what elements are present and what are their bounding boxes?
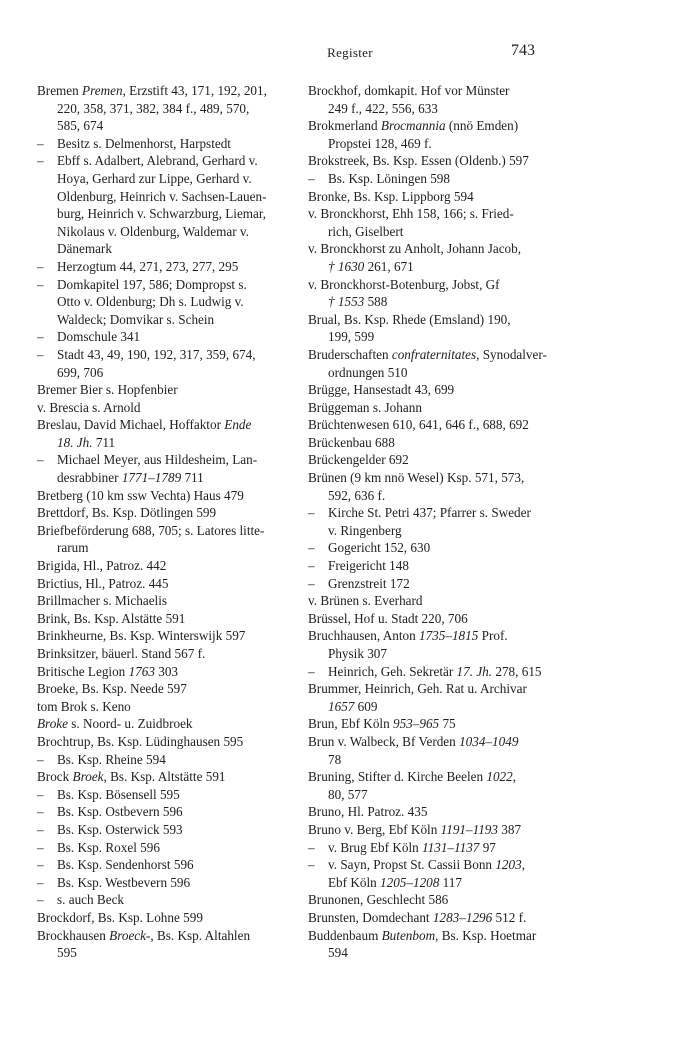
index-entry-line: Brüssel, Hof u. Stadt 220, 706: [308, 610, 468, 626]
index-entry: [37, 909, 287, 927]
index-entry-line: 699, 706: [57, 364, 104, 380]
subentry-dash: –: [308, 663, 315, 679]
index-entry-line: burg, Heinrich v. Schwarzburg, Liemar,: [57, 206, 267, 222]
index-subentry: [308, 839, 560, 857]
index-entry: [308, 891, 560, 909]
index-entry-line: Otto v. Oldenburg; Dh s. Ludwig v.: [57, 294, 244, 310]
index-entry-line: Nikolaus v. Oldenburg, Waldemar v.: [57, 223, 249, 239]
index-entry-line: Brüchtenwesen 610, 641, 646 f., 688, 692: [308, 417, 529, 433]
index-entry: [308, 927, 560, 962]
index-entry-line: – Heinrich, Geh. Sekretär 17. Jh. 278, 615: [308, 663, 542, 679]
index-subentry: [308, 504, 560, 539]
index-entry-line: 1657 609: [328, 698, 378, 714]
index-entry-line: Brummer, Heinrich, Geh. Rat u. Archivar: [308, 681, 527, 697]
index-entry-line: Brinkheurne, Bs. Ksp. Winterswijk 597: [37, 628, 246, 644]
index-subentry: [37, 891, 287, 909]
index-entry-line: Bretberg (10 km ssw Vechta) Haus 479: [37, 487, 244, 503]
index-entry-line: v. Brescia s. Arnold: [37, 399, 141, 415]
index-subentry: [308, 575, 560, 593]
index-entry-line: 594: [328, 945, 348, 961]
index-entry-line: Bruderschaften confraternitates, Synodalver-: [308, 346, 547, 362]
index-entry: [308, 627, 560, 662]
index-entry: [37, 592, 287, 610]
index-entry-line: Brink, Bs. Ksp. Alstätte 591: [37, 610, 186, 626]
index-entry: [308, 803, 560, 821]
index-entry-line: 595: [57, 945, 77, 961]
index-subentry: [308, 557, 560, 575]
index-entry-line: Brunonen, Geschlecht 586: [308, 892, 449, 908]
index-entry-line: Broke s. Noord- u. Zuidbroek: [37, 716, 193, 732]
page-number: 743: [511, 42, 535, 59]
index-entry: [308, 733, 560, 768]
index-entry-line: 18. Jh. 711: [57, 434, 116, 450]
index-entry: [308, 82, 560, 117]
index-entry-line: Bremer Bier s. Hopfenbier: [37, 382, 178, 398]
index-entry: [308, 610, 560, 628]
index-subentry: [37, 751, 287, 769]
subentry-dash: –: [37, 874, 44, 890]
index-entry: [37, 416, 287, 451]
subentry-dash: –: [37, 786, 44, 802]
index-entry-line: – Ebff s. Adalbert, Alebrand, Gerhard v.: [37, 153, 258, 169]
index-entry-line: – Grenzstreit 172: [308, 575, 410, 591]
index-entry: [308, 188, 560, 206]
index-entry: [308, 117, 560, 152]
index-entry-line: v. Ringenberg: [328, 522, 402, 538]
index-entry-line: Brückengelder 692: [308, 452, 409, 468]
index-entry-line: – Stadt 43, 49, 190, 192, 317, 359, 674,: [37, 346, 256, 362]
index-entry: [308, 909, 560, 927]
index-entry-line: – v. Brug Ebf Köln 1131–1137 97: [308, 839, 496, 855]
subentry-dash: –: [308, 558, 315, 574]
index-subentry: [308, 856, 560, 891]
index-entry-line: Brillmacher s. Michaelis: [37, 593, 168, 609]
index-entry-line: Broeke, Bs. Ksp. Neede 597: [37, 681, 187, 697]
index-entry-line: rich, Giselbert: [328, 223, 404, 239]
subentry-dash: –: [37, 346, 44, 362]
index-entry-line: Dänemark: [57, 241, 112, 257]
index-entry: [308, 592, 560, 610]
subentry-dash: –: [37, 135, 44, 151]
index-entry-line: Brockdorf, Bs. Ksp. Lohne 599: [37, 909, 203, 925]
subentry-dash: –: [308, 170, 315, 186]
index-entry-line: – Bs. Ksp. Rheine 594: [37, 751, 166, 767]
subentry-dash: –: [37, 329, 44, 345]
index-entry-line: v. Bronckhorst-Botenburg, Jobst, Gf: [308, 276, 500, 292]
index-column-right: [308, 82, 560, 962]
index-subentry: [37, 803, 287, 821]
index-subentry: [37, 874, 287, 892]
index-entry: [37, 768, 287, 786]
index-entry-line: v. Bronckhorst, Ehh 158, 166; s. Fried-: [308, 206, 514, 222]
index-entry-line: Brock Broek, Bs. Ksp. Altstätte 591: [37, 769, 226, 785]
index-entry-line: Bruno v. Berg, Ebf Köln 1191–1193 387: [308, 821, 522, 837]
index-entry-line: – Gogericht 152, 630: [308, 540, 431, 556]
index-entry-line: – Bs. Ksp. Löningen 598: [308, 170, 450, 186]
index-entry: [37, 733, 287, 751]
index-subentry: [308, 539, 560, 557]
index-subentry: [37, 821, 287, 839]
index-entry-line: 585, 674: [57, 118, 104, 134]
index-entry: [37, 557, 287, 575]
running-head: Register: [327, 45, 373, 60]
index-entry-line: desrabbiner 1771–1789 711: [57, 470, 204, 486]
index-entry-line: – Bs. Ksp. Sendenhorst 596: [37, 857, 194, 873]
index-entry: [308, 205, 560, 240]
index-entry-line: Ebf Köln 1205–1208 117: [328, 874, 462, 890]
index-entry-line: Bruchhausen, Anton 1735–1815 Prof.: [308, 628, 508, 644]
index-entry-line: 249 f., 422, 556, 633: [328, 100, 438, 116]
index-entry-line: 592, 636 f.: [328, 487, 386, 503]
index-entry-line: 199, 599: [328, 329, 375, 345]
index-entry-line: Brokstreek, Bs. Ksp. Essen (Oldenb.) 597: [308, 153, 529, 169]
index-entry: [308, 416, 560, 434]
index-entry-line: Brockhof, domkapit. Hof vor Münster: [308, 83, 510, 98]
subentry-dash: –: [308, 575, 315, 591]
index-subentry: [308, 170, 560, 188]
index-entry: [37, 82, 287, 135]
index-entry-line: – Michael Meyer, aus Hildesheim, Lan-: [37, 452, 258, 468]
index-entry-line: – Bs. Ksp. Roxel 596: [37, 839, 160, 855]
subentry-dash: –: [37, 452, 44, 468]
index-entry-line: Physik 307: [328, 646, 387, 661]
subentry-dash: –: [308, 857, 315, 873]
index-entry-line: Briefbeförderung 688, 705; s. Latores litte-: [37, 522, 265, 538]
index-entry-line: Brinksitzer, bäuerl. Stand 567 f.: [37, 646, 206, 661]
index-subentry: [37, 152, 287, 258]
index-subentry: [37, 276, 287, 329]
index-entry: [37, 645, 287, 663]
index-entry-line: † 1630 261, 671: [328, 258, 414, 274]
index-entry-line: – Domschule 341: [37, 329, 141, 345]
index-subentry: [37, 346, 287, 381]
index-entry: [37, 627, 287, 645]
index-entry-line: Brictius, Hl., Patroz. 445: [37, 575, 169, 591]
subentry-dash: –: [37, 804, 44, 820]
index-entry-line: Bruning, Stifter d. Kirche Beelen 1022,: [308, 769, 517, 785]
index-entry-line: Brünen (9 km nnö Wesel) Ksp. 571, 573,: [308, 470, 525, 486]
index-entry-line: Buddenbaum Butenbom, Bs. Ksp. Hoetmar: [308, 927, 537, 943]
index-entry-line: v. Bronckhorst zu Anholt, Johann Jacob,: [308, 241, 522, 257]
index-entry: [308, 152, 560, 170]
index-entry-line: Waldeck; Domvikar s. Schein: [57, 311, 215, 327]
index-entry-line: Brochtrup, Bs. Ksp. Lüdinghausen 595: [37, 733, 244, 749]
index-entry-line: v. Brünen s. Everhard: [308, 593, 423, 609]
index-entry-line: Brüggeman s. Johann: [308, 399, 422, 415]
index-entry-line: Brokmerland Brocmannia (nnö Emden): [308, 118, 519, 134]
index-entry-line: Brual, Bs. Ksp. Rhede (Emsland) 190,: [308, 311, 511, 327]
index-entry-line: Brunsten, Domdechant 1283–1296 512 f.: [308, 909, 527, 925]
subentry-dash: –: [308, 540, 315, 556]
index-entry-line: – s. auch Beck: [37, 892, 125, 908]
index-entry-line: 220, 358, 371, 382, 384 f., 489, 570,: [57, 100, 250, 116]
index-entry-line: 80, 577: [328, 786, 368, 802]
index-entry: [37, 680, 287, 698]
index-subentry: [37, 839, 287, 857]
index-entry-line: tom Brok s. Keno: [37, 698, 131, 714]
index-entry-line: Brun v. Walbeck, Bf Verden 1034–1049: [308, 733, 519, 749]
index-entry-line: – Bs. Ksp. Osterwick 593: [37, 821, 183, 837]
index-entry-line: – v. Sayn, Propst St. Cassii Bonn 1203,: [308, 857, 525, 873]
index-entry: [37, 663, 287, 681]
index-entry-line: 78: [328, 751, 342, 767]
index-entry: [37, 504, 287, 522]
index-entry: [37, 522, 287, 557]
index-entry-line: – Herzogtum 44, 271, 273, 277, 295: [37, 258, 239, 274]
index-entry: [308, 469, 560, 504]
index-entry-line: – Bs. Ksp. Westbevern 596: [37, 874, 191, 890]
index-entry-line: – Besitz s. Delmenhorst, Harpstedt: [37, 135, 231, 151]
subentry-dash: –: [37, 857, 44, 873]
index-entry: [37, 698, 287, 716]
subentry-dash: –: [37, 892, 44, 908]
index-entry: [37, 575, 287, 593]
index-entry-line: † 1553 588: [328, 294, 388, 310]
index-entry: [37, 610, 287, 628]
subentry-dash: –: [37, 276, 44, 292]
subentry-dash: –: [37, 751, 44, 767]
index-entry-line: – Kirche St. Petri 437; Pfarrer s. Sweder: [308, 505, 531, 521]
index-entry: [308, 768, 560, 803]
index-entry-line: Bruno, Hl. Patroz. 435: [308, 804, 428, 820]
index-entry: [37, 487, 287, 505]
index-entry-line: ordnungen 510: [328, 364, 408, 380]
index-entry: [308, 240, 560, 275]
index-entry: [308, 276, 560, 311]
index-entry: [308, 715, 560, 733]
index-entry: [308, 680, 560, 715]
index-entry-line: Propstei 128, 469 f.: [328, 135, 432, 151]
index-entry: [37, 399, 287, 417]
subentry-dash: –: [37, 153, 44, 169]
index-entry-line: Brettdorf, Bs. Ksp. Dötlingen 599: [37, 505, 217, 521]
index-entry-line: Brückenbau 688: [308, 434, 395, 450]
index-entry-line: Breslau, David Michael, Hoffaktor Ende: [37, 417, 252, 433]
index-entry-line: Hoya, Gerhard zur Lippe, Gerhard v.: [57, 170, 252, 186]
index-entry: [308, 346, 560, 381]
subentry-dash: –: [37, 839, 44, 855]
subentry-dash: –: [308, 505, 315, 521]
index-entry-line: – Domkapitel 197, 586; Dompropst s.: [37, 276, 247, 292]
index-entry-line: – Bs. Ksp. Bösensell 595: [37, 786, 180, 802]
index-subentry: [37, 786, 287, 804]
index-entry: [37, 927, 287, 962]
index-entry: [37, 715, 287, 733]
index-entry: [308, 451, 560, 469]
index-entry: [37, 381, 287, 399]
index-entry-line: Britische Legion 1763 303: [37, 663, 179, 679]
index-entry-line: Brun, Ebf Köln 953–965 75: [308, 716, 456, 732]
index-entry: [308, 434, 560, 452]
index-entry: [308, 381, 560, 399]
index-entry-line: – Bs. Ksp. Ostbevern 596: [37, 804, 183, 820]
index-entry-line: Brockhausen Broeck-, Bs. Ksp. Altahlen: [37, 927, 251, 943]
index-subentry: [37, 856, 287, 874]
index-entry: [308, 399, 560, 417]
index-subentry: [308, 663, 560, 681]
subentry-dash: –: [308, 839, 315, 855]
index-entry: [308, 311, 560, 346]
index-subentry: [37, 328, 287, 346]
index-entry: [308, 821, 560, 839]
index-entry-line: Oldenburg, Heinrich v. Sachsen-Lauen-: [57, 188, 267, 204]
subentry-dash: –: [37, 258, 44, 274]
subentry-dash: –: [37, 821, 44, 837]
index-column-left: [37, 82, 287, 962]
index-entry-line: – Freigericht 148: [308, 558, 409, 574]
index-entry-line: rarum: [57, 540, 89, 556]
index-entry-line: Brügge, Hansestadt 43, 699: [308, 382, 455, 398]
index-subentry: [37, 451, 287, 486]
index-entry-line: Brigida, Hl., Patroz. 442: [37, 558, 167, 574]
index-subentry: [37, 258, 287, 276]
index-subentry: [37, 135, 287, 153]
index-entry-line: Bremen Premen, Erzstift 43, 171, 192, 201,: [37, 83, 267, 98]
index-entry-line: Bronke, Bs. Ksp. Lippborg 594: [308, 188, 474, 204]
